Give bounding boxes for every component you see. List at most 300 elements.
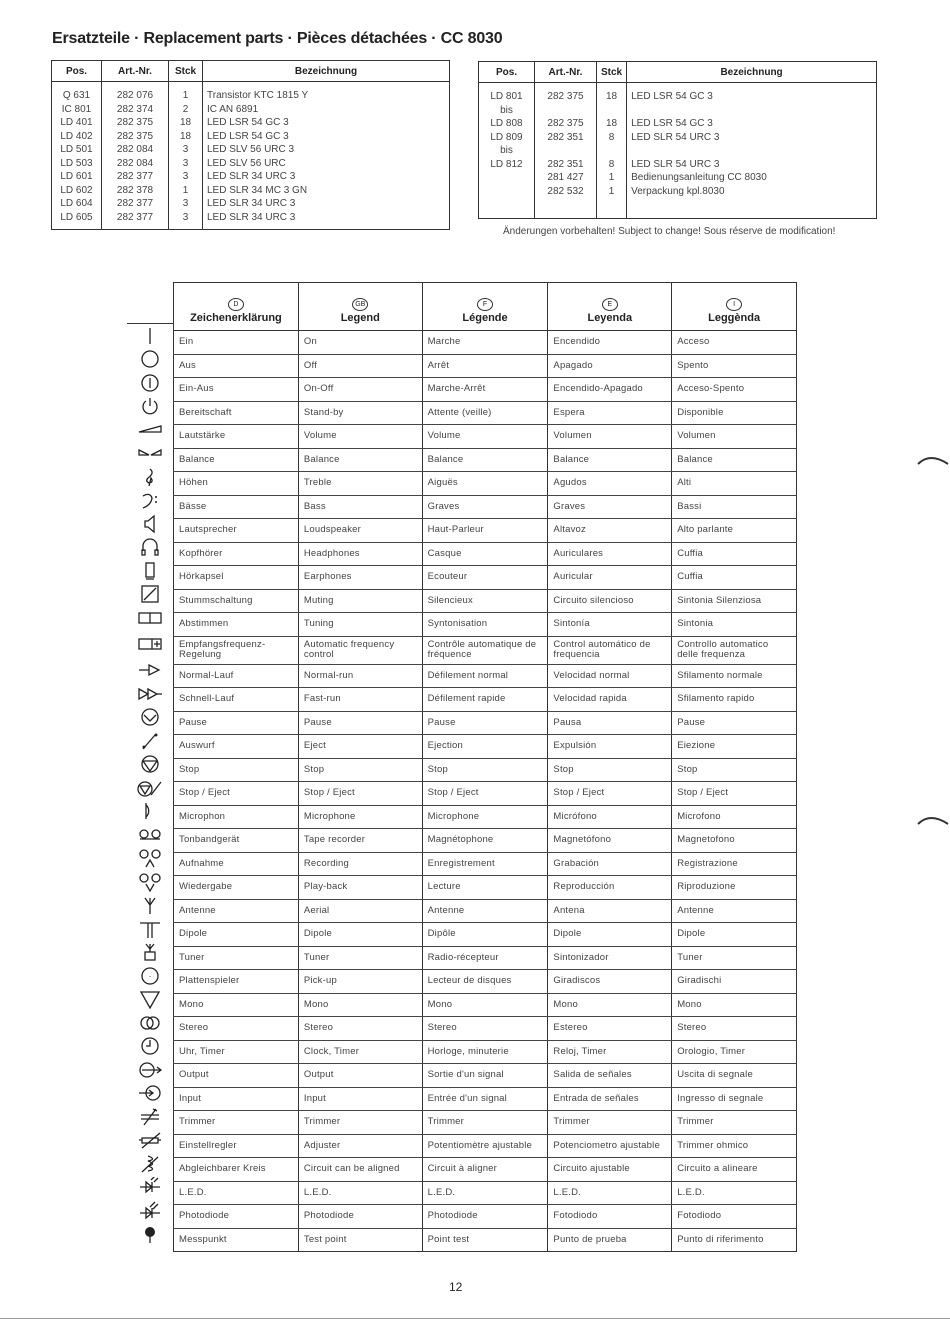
legend-cell-e: Grabación: [548, 852, 672, 876]
legend-cell-e: Apagado: [548, 354, 672, 378]
legend-cell-d: Input: [174, 1087, 299, 1111]
legend-cell-f: Trimmer: [422, 1111, 548, 1135]
parts-row: [479, 104, 877, 118]
legend-cell-e: Reproducción: [548, 876, 672, 900]
legend-cell-d: Messpunkt: [174, 1228, 299, 1252]
legend-cell-f: Point test: [422, 1228, 548, 1252]
legend-cell-gb: Pause: [298, 711, 422, 735]
legend-cell-f: Défilement rapide: [422, 688, 548, 712]
legend-row: [174, 1040, 797, 1064]
legend-cell-i: Acceso: [672, 331, 797, 355]
legend-row: [174, 495, 797, 519]
parts-desc: LED SLR 34 URC 3: [203, 197, 450, 211]
legend-cell-e: Pausa: [548, 711, 672, 735]
legend-header-label: Legend: [340, 312, 380, 324]
legend-row: [174, 970, 797, 994]
parts-qty: 3: [169, 170, 203, 184]
legend-cell-d: Tuner: [174, 946, 299, 970]
parts-header-1: Art.-Nr.: [102, 61, 169, 82]
legend-cell-gb: Earphones: [298, 566, 422, 590]
legend-cell-e: Reloj, Timer: [548, 1040, 672, 1064]
parts-art: 282 377: [102, 170, 169, 184]
adjuster-icon: [127, 1129, 173, 1153]
legend-cell-gb: Clock, Timer: [298, 1040, 422, 1064]
legend-cell-gb: Tuning: [298, 613, 422, 637]
legend-cell-i: L.E.D.: [672, 1181, 797, 1205]
parts-pos: [479, 171, 535, 185]
legend-cell-i: Cuffia: [672, 542, 797, 566]
binding-hole-mark: [916, 452, 950, 468]
mono-icon: [127, 988, 173, 1012]
parts-art: 282 351: [535, 158, 597, 172]
on-off-icon: [127, 371, 173, 395]
legend-cell-f: Radio-récepteur: [422, 946, 548, 970]
microphone-icon: [127, 800, 173, 824]
legend-cell-f: Potentiomètre ajustable: [422, 1134, 548, 1158]
parts-pos: [479, 185, 535, 199]
legend-cell-i: Circuito a alineare: [672, 1158, 797, 1182]
legend-cell-i: Ingresso di segnale: [672, 1087, 797, 1111]
legend-cell-i: Stop / Eject: [672, 782, 797, 806]
legend-cell-d: Dipole: [174, 923, 299, 947]
legend-cell-f: Mono: [422, 993, 548, 1017]
parts-desc: LED LSR 54 GC 3: [627, 83, 877, 104]
legend-row: [174, 876, 797, 900]
parts-spacer: [52, 224, 450, 230]
parts-header-0: Pos.: [479, 62, 535, 83]
parts-art: 282 532: [535, 185, 597, 199]
legend-cell-d: Stereo: [174, 1017, 299, 1041]
legend-row: [174, 758, 797, 782]
input-icon: [127, 1082, 173, 1106]
parts-row: [52, 157, 450, 171]
legend-cell-e: Salida de señales: [548, 1064, 672, 1088]
parts-qty: 3: [169, 211, 203, 225]
legend-cell-e: Magnetófono: [548, 829, 672, 853]
parts-desc: [627, 104, 877, 118]
parts-pos: LD 601: [52, 170, 102, 184]
legend-row: [174, 354, 797, 378]
legend-cell-gb: Play-back: [298, 876, 422, 900]
parts-qty: 1: [597, 171, 627, 185]
legend-header-4: [672, 283, 797, 331]
parts-qty: 18: [169, 130, 203, 144]
parts-pos: bis: [479, 144, 535, 158]
legend-cell-d: Abstimmen: [174, 613, 299, 637]
parts-art: 282 377: [102, 197, 169, 211]
legend-cell-i: Alto parlante: [672, 519, 797, 543]
legend-cell-f: Silencieux: [422, 589, 548, 613]
parts-pos: LD 503: [52, 157, 102, 171]
legend-cell-e: Espera: [548, 401, 672, 425]
legend-cell-gb: Balance: [298, 448, 422, 472]
legend-cell-e: Velocidad normal: [548, 664, 672, 688]
legend-cell-d: Abgleichbarer Kreis: [174, 1158, 299, 1182]
legend-cell-i: Balance: [672, 448, 797, 472]
parts-header-3: Bezeichnung: [627, 62, 877, 83]
playback-icon: [127, 870, 173, 894]
legend-cell-f: Ecouteur: [422, 566, 548, 590]
legend-cell-d: Stop: [174, 758, 299, 782]
legend-cell-gb: Dipole: [298, 923, 422, 947]
legend-row: [174, 566, 797, 590]
legend-cell-gb: Eject: [298, 735, 422, 759]
legend-cell-e: Dipole: [548, 923, 672, 947]
legend-cell-d: Auswurf: [174, 735, 299, 759]
legend-cell-e: Velocidad rapida: [548, 688, 672, 712]
parts-qty: 1: [597, 185, 627, 199]
legend-cell-e: Expulsión: [548, 735, 672, 759]
legend-cell-f: Entrée d'un signal: [422, 1087, 548, 1111]
parts-qty: 8: [597, 158, 627, 172]
stop-icon: [127, 753, 173, 777]
parts-pos: LD 812: [479, 158, 535, 172]
parts-pos: LD 602: [52, 184, 102, 198]
change-notice: Änderungen vorbehalten! Subject to change! Sous réserve de modification!: [503, 226, 836, 237]
parts-desc: LED LSR 54 GC 3: [203, 116, 450, 130]
legend-cell-gb: Treble: [298, 472, 422, 496]
legend-cell-i: Bassi: [672, 495, 797, 519]
flag-icon: E: [602, 298, 618, 311]
parts-desc: LED SLV 56 URC 3: [203, 143, 450, 157]
legend-cell-i: Mono: [672, 993, 797, 1017]
parts-desc: Bedienungsanleitung CC 8030: [627, 171, 877, 185]
legend-cell-d: Ein: [174, 331, 299, 355]
legend-row: [174, 899, 797, 923]
legend-cell-e: Trimmer: [548, 1111, 672, 1135]
legend-cell-i: Alti: [672, 472, 797, 496]
legend-header-1: [298, 283, 422, 331]
parts-row: [52, 130, 450, 144]
legend-cell-e: Mono: [548, 993, 672, 1017]
legend-cell-d: Lautstärke: [174, 425, 299, 449]
legend-cell-gb: Circuit can be aligned: [298, 1158, 422, 1182]
test-point-icon: [127, 1223, 173, 1247]
legend-cell-f: Aiguës: [422, 472, 548, 496]
parts-art: 282 351: [535, 131, 597, 145]
legend-cell-e: Fotodiodo: [548, 1205, 672, 1229]
legend-cell-e: Agudos: [548, 472, 672, 496]
loudspeaker-icon: [127, 512, 173, 536]
legend-header-label: Zeichenerklärung: [190, 312, 282, 324]
legend-cell-f: Antenne: [422, 899, 548, 923]
parts-spacer: [479, 198, 877, 219]
legend-cell-f: Graves: [422, 495, 548, 519]
parts-pos: LD 401: [52, 116, 102, 130]
legend-cell-d: Ein-Aus: [174, 378, 299, 402]
parts-desc: LED SLR 34 URC 3: [203, 211, 450, 225]
parts-row: [52, 184, 450, 198]
legend-cell-e: Altavoz: [548, 519, 672, 543]
record-player-icon: [127, 964, 173, 988]
antenna-icon: [127, 894, 173, 918]
photodiode-icon: [127, 1199, 173, 1223]
legend-cell-i: Volumen: [672, 425, 797, 449]
legend-cell-e: Encendido-Apagado: [548, 378, 672, 402]
legend-row: [174, 1134, 797, 1158]
parts-qty: 3: [169, 197, 203, 211]
parts-row: [479, 131, 877, 145]
legend-cell-i: Trimmer: [672, 1111, 797, 1135]
legend-cell-d: Schnell-Lauf: [174, 688, 299, 712]
parts-desc: IC AN 6891: [203, 103, 450, 117]
legend-row: [174, 946, 797, 970]
parts-art: 281 427: [535, 171, 597, 185]
legend-cell-i: Acceso-Spento: [672, 378, 797, 402]
parts-art: 282 378: [102, 184, 169, 198]
parts-pos: Q 631: [52, 82, 102, 103]
afc-icon: [127, 630, 173, 659]
legend-cell-f: Magnétophone: [422, 829, 548, 853]
legend-cell-i: Tuner: [672, 946, 797, 970]
parts-pos: LD 808: [479, 117, 535, 131]
legend-table: [173, 282, 797, 1252]
parts-qty: 18: [597, 117, 627, 131]
legend-cell-f: Ejection: [422, 735, 548, 759]
parts-art: 282 375: [535, 117, 597, 131]
parts-header-1: Art.-Nr.: [535, 62, 597, 83]
legend-cell-i: Punto di riferimento: [672, 1228, 797, 1252]
legend-cell-i: Cuffia: [672, 566, 797, 590]
legend-cell-e: Auricular: [548, 566, 672, 590]
parts-qty: [597, 104, 627, 118]
on-icon: [127, 324, 173, 348]
legend-cell-f: Enregistrement: [422, 852, 548, 876]
legend-cell-e: Stop: [548, 758, 672, 782]
legend-row: [174, 1087, 797, 1111]
symbol-column: [127, 323, 173, 1246]
eject-icon: [127, 729, 173, 753]
headphones-icon: [127, 536, 173, 560]
legend-row: [174, 1111, 797, 1135]
legend-cell-gb: Microphone: [298, 805, 422, 829]
legend-cell-d: Pause: [174, 711, 299, 735]
parts-qty: 3: [169, 143, 203, 157]
legend-row: [174, 805, 797, 829]
parts-row: [52, 103, 450, 117]
legend-cell-f: Stereo: [422, 1017, 548, 1041]
legend-row: [174, 472, 797, 496]
legend-row: [174, 1017, 797, 1041]
legend-header-3: [548, 283, 672, 331]
legend-row: [174, 519, 797, 543]
legend-cell-d: Lautsprecher: [174, 519, 299, 543]
parts-row: [479, 158, 877, 172]
legend-cell-gb: Tape recorder: [298, 829, 422, 853]
parts-art: 282 084: [102, 143, 169, 157]
parts-row: [52, 211, 450, 225]
parts-row: [52, 82, 450, 103]
legend-row: [174, 425, 797, 449]
legend-header-2: [422, 283, 548, 331]
pause-icon: [127, 706, 173, 730]
flag-icon: F: [477, 298, 493, 311]
legend-cell-i: Giradischi: [672, 970, 797, 994]
parts-row: [52, 170, 450, 184]
parts-art: [535, 104, 597, 118]
legend-cell-f: Dipôle: [422, 923, 548, 947]
legend-cell-d: Balance: [174, 448, 299, 472]
parts-desc: Transistor KTC 1815 Y: [203, 82, 450, 103]
legend-cell-f: Sortie d'un signal: [422, 1064, 548, 1088]
standby-icon: [127, 395, 173, 419]
parts-art: 282 375: [535, 83, 597, 104]
legend-cell-gb: Loudspeaker: [298, 519, 422, 543]
legend-row: [174, 829, 797, 853]
earphones-icon: [127, 559, 173, 583]
legend-row: [174, 735, 797, 759]
legend-cell-d: Normal-Lauf: [174, 664, 299, 688]
legend-cell-f: Volume: [422, 425, 548, 449]
legend-header-label: Légende: [462, 312, 508, 324]
legend-cell-gb: Input: [298, 1087, 422, 1111]
legend-cell-d: Stop / Eject: [174, 782, 299, 806]
parts-art: 282 375: [102, 116, 169, 130]
legend-cell-d: Mono: [174, 993, 299, 1017]
legend-cell-e: Antena: [548, 899, 672, 923]
parts-header-2: Stck: [597, 62, 627, 83]
parts-desc: LED LSR 54 GC 3: [627, 117, 877, 131]
parts-qty: 1: [169, 82, 203, 103]
fast-forward-icon: [127, 682, 173, 706]
legend-cell-i: Magnetofono: [672, 829, 797, 853]
legend-cell-e: Control automático de frequencia: [548, 636, 672, 664]
legend-cell-e: Encendido: [548, 331, 672, 355]
legend-cell-i: Sintonia Silenziosa: [672, 589, 797, 613]
parts-table-right: [478, 61, 877, 219]
legend-cell-gb: Muting: [298, 589, 422, 613]
flag-icon: D: [228, 298, 244, 311]
legend-cell-gb: Tuner: [298, 946, 422, 970]
legend-cell-f: Haut-Parleur: [422, 519, 548, 543]
stereo-icon: [127, 1011, 173, 1035]
legend-row: [174, 636, 797, 664]
legend-row: [174, 1064, 797, 1088]
legend-row: [174, 613, 797, 637]
legend-cell-f: Contrôle automatique de fréquence: [422, 636, 548, 664]
legend-cell-f: Lecture: [422, 876, 548, 900]
parts-row: [52, 143, 450, 157]
recording-icon: [127, 847, 173, 871]
legend-cell-d: L.E.D.: [174, 1181, 299, 1205]
legend-cell-e: Graves: [548, 495, 672, 519]
legend-row: [174, 993, 797, 1017]
legend-cell-d: Kopfhörer: [174, 542, 299, 566]
parts-pos: LD 605: [52, 211, 102, 225]
parts-pos: bis: [479, 104, 535, 118]
parts-pos: LD 402: [52, 130, 102, 144]
parts-pos: LD 801: [479, 83, 535, 104]
legend-cell-f: Défilement normal: [422, 664, 548, 688]
legend-cell-d: Empfangsfrequenz-Regelung: [174, 636, 299, 664]
parts-qty: 18: [597, 83, 627, 104]
dipole-icon: [127, 917, 173, 941]
legend-cell-d: Output: [174, 1064, 299, 1088]
legend-cell-d: Höhen: [174, 472, 299, 496]
parts-pos: IC 801: [52, 103, 102, 117]
legend-cell-i: Microfono: [672, 805, 797, 829]
legend-cell-d: Photodiode: [174, 1205, 299, 1229]
off-icon: [127, 348, 173, 372]
legend-cell-f: Stop: [422, 758, 548, 782]
legend-cell-e: Circuito silencioso: [548, 589, 672, 613]
legend-cell-e: Giradiscos: [548, 970, 672, 994]
legend-cell-d: Microphon: [174, 805, 299, 829]
parts-desc: LED SLV 56 URC: [203, 157, 450, 171]
legend-cell-d: Hörkapsel: [174, 566, 299, 590]
treble-clef-icon: [127, 465, 173, 489]
legend-cell-gb: Recording: [298, 852, 422, 876]
legend-cell-i: Trimmer ohmico: [672, 1134, 797, 1158]
parts-desc: LED SLR 34 URC 3: [203, 170, 450, 184]
parts-pos: LD 809: [479, 131, 535, 145]
legend-cell-gb: Stop / Eject: [298, 782, 422, 806]
legend-cell-e: Micrófono: [548, 805, 672, 829]
legend-row: [174, 1181, 797, 1205]
parts-desc: [627, 144, 877, 158]
parts-qty: 1: [169, 184, 203, 198]
legend-cell-d: Wiedergabe: [174, 876, 299, 900]
tunable-circuit-icon: [127, 1152, 173, 1176]
legend-cell-e: L.E.D.: [548, 1181, 672, 1205]
legend-cell-f: Casque: [422, 542, 548, 566]
parts-qty: [597, 144, 627, 158]
legend-cell-i: Antenne: [672, 899, 797, 923]
legend-row: [174, 378, 797, 402]
legend-cell-d: Tonbandgerät: [174, 829, 299, 853]
legend-cell-i: Sfilamento rapido: [672, 688, 797, 712]
legend-cell-gb: Automatic frequency control: [298, 636, 422, 664]
legend-cell-i: Controllo automatico delle frequenza: [672, 636, 797, 664]
page-number: 12: [449, 1280, 463, 1294]
legend-cell-f: Balance: [422, 448, 548, 472]
legend-cell-e: Sintonía: [548, 613, 672, 637]
legend-row: [174, 1228, 797, 1252]
bottom-rule: [0, 1318, 950, 1319]
legend-cell-gb: Aerial: [298, 899, 422, 923]
legend-cell-i: Registrazione: [672, 852, 797, 876]
parts-desc: LED SLR 54 URC 3: [627, 158, 877, 172]
tuner-icon: [127, 941, 173, 965]
volume-icon: [127, 418, 173, 442]
legend-cell-gb: Off: [298, 354, 422, 378]
legend-cell-gb: L.E.D.: [298, 1181, 422, 1205]
parts-qty: 8: [597, 131, 627, 145]
legend-row: [174, 711, 797, 735]
parts-art: 282 375: [102, 130, 169, 144]
parts-row: [479, 83, 877, 104]
parts-header-0: Pos.: [52, 61, 102, 82]
legend-cell-gb: Fast-run: [298, 688, 422, 712]
parts-row: [479, 171, 877, 185]
legend-cell-e: Punto de prueba: [548, 1228, 672, 1252]
legend-cell-gb: On: [298, 331, 422, 355]
parts-pos: LD 501: [52, 143, 102, 157]
legend-cell-gb: Trimmer: [298, 1111, 422, 1135]
parts-table-left: [51, 60, 450, 230]
legend-cell-f: Photodiode: [422, 1205, 548, 1229]
legend-cell-e: Stop / Eject: [548, 782, 672, 806]
legend-cell-gb: Stand-by: [298, 401, 422, 425]
parts-pos: LD 604: [52, 197, 102, 211]
legend-cell-gb: Bass: [298, 495, 422, 519]
legend-cell-d: Bässe: [174, 495, 299, 519]
legend-cell-d: Antenne: [174, 899, 299, 923]
tape-recorder-icon: [127, 823, 173, 847]
legend-cell-i: Sintonia: [672, 613, 797, 637]
legend-header-0: [174, 283, 299, 331]
parts-desc: Verpackung kpl.8030: [627, 185, 877, 199]
